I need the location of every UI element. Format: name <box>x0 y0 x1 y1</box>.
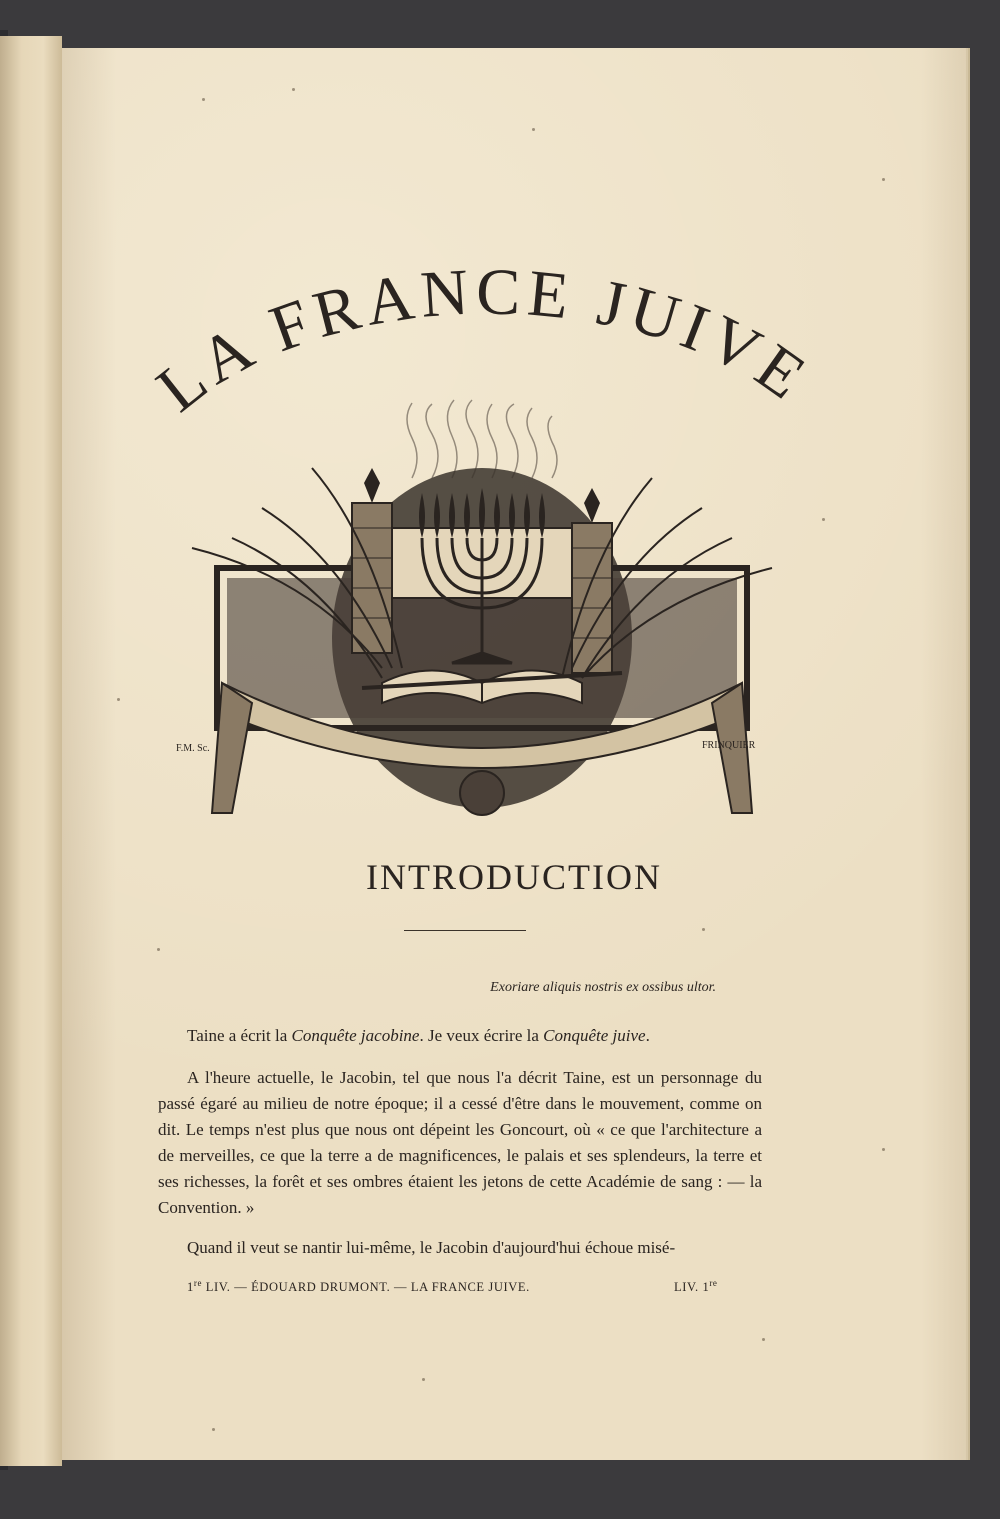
paragraph-text: Quand il veut se nantir lui-même, le Jacobin d'aujourd'hui échoue misé- <box>187 1238 676 1257</box>
book-title: LA FRANCE JUIVE <box>143 255 823 426</box>
heading-rule <box>404 930 526 931</box>
italic-title: Conquête juive <box>543 1026 646 1045</box>
paragraph <box>158 1065 762 1221</box>
paragraph-text: A l'heure actuelle, le Jacobin, tel que nous l'a décrit Taine, est un personnage du passé égaré au milieu de notre époque; il a cessé d'être dans le mouvement, comme on dit. Le temps n'est plus que nous ont dépeint les Goncourt, où « ce que l'architecture a de merveilles, ce que la terre a de magnificences, le palais et ses splendeurs, la terre et ses richesses, la forêt et ses ombres étaient les jetons de cette Académie de sang : — la Convention. » <box>158 1068 762 1217</box>
footer-author-title: LIV. — ÉDOUARD DRUMONT. — LA FRANCE JUIVE. <box>202 1280 530 1295</box>
footer-liv-label: LIV. 1 <box>674 1280 710 1295</box>
footer-livraison-number: 1 <box>187 1280 194 1295</box>
torah-scroll-left <box>352 468 392 653</box>
body-text <box>158 1023 762 1261</box>
menorah-vignette <box>162 398 802 858</box>
footer-livraison <box>674 1278 718 1295</box>
epigraph: Exoriare aliquis nostris ex ossibus ultor. <box>490 980 716 995</box>
paragraph-text: . <box>645 1026 650 1045</box>
engraver-signature-left: F.M. Sc. <box>176 743 210 754</box>
paragraph <box>158 1235 762 1261</box>
smoke-plume <box>407 400 557 478</box>
paragraph-text: Taine a écrit la <box>187 1026 292 1045</box>
book-page <box>62 48 966 1460</box>
footer-liv-sup: re <box>709 1278 718 1288</box>
paragraph <box>158 1023 762 1049</box>
footer-signature <box>187 1278 530 1295</box>
paragraph-text: . Je veux écrire la <box>419 1026 544 1045</box>
footer-livraison-sup: re <box>193 1278 203 1288</box>
engraver-signature-right: FRINQUIER <box>702 740 756 751</box>
section-heading: INTRODUCTION <box>366 857 662 897</box>
italic-title: Conquête jacobine <box>291 1026 420 1045</box>
left-page-edge <box>0 36 62 1466</box>
